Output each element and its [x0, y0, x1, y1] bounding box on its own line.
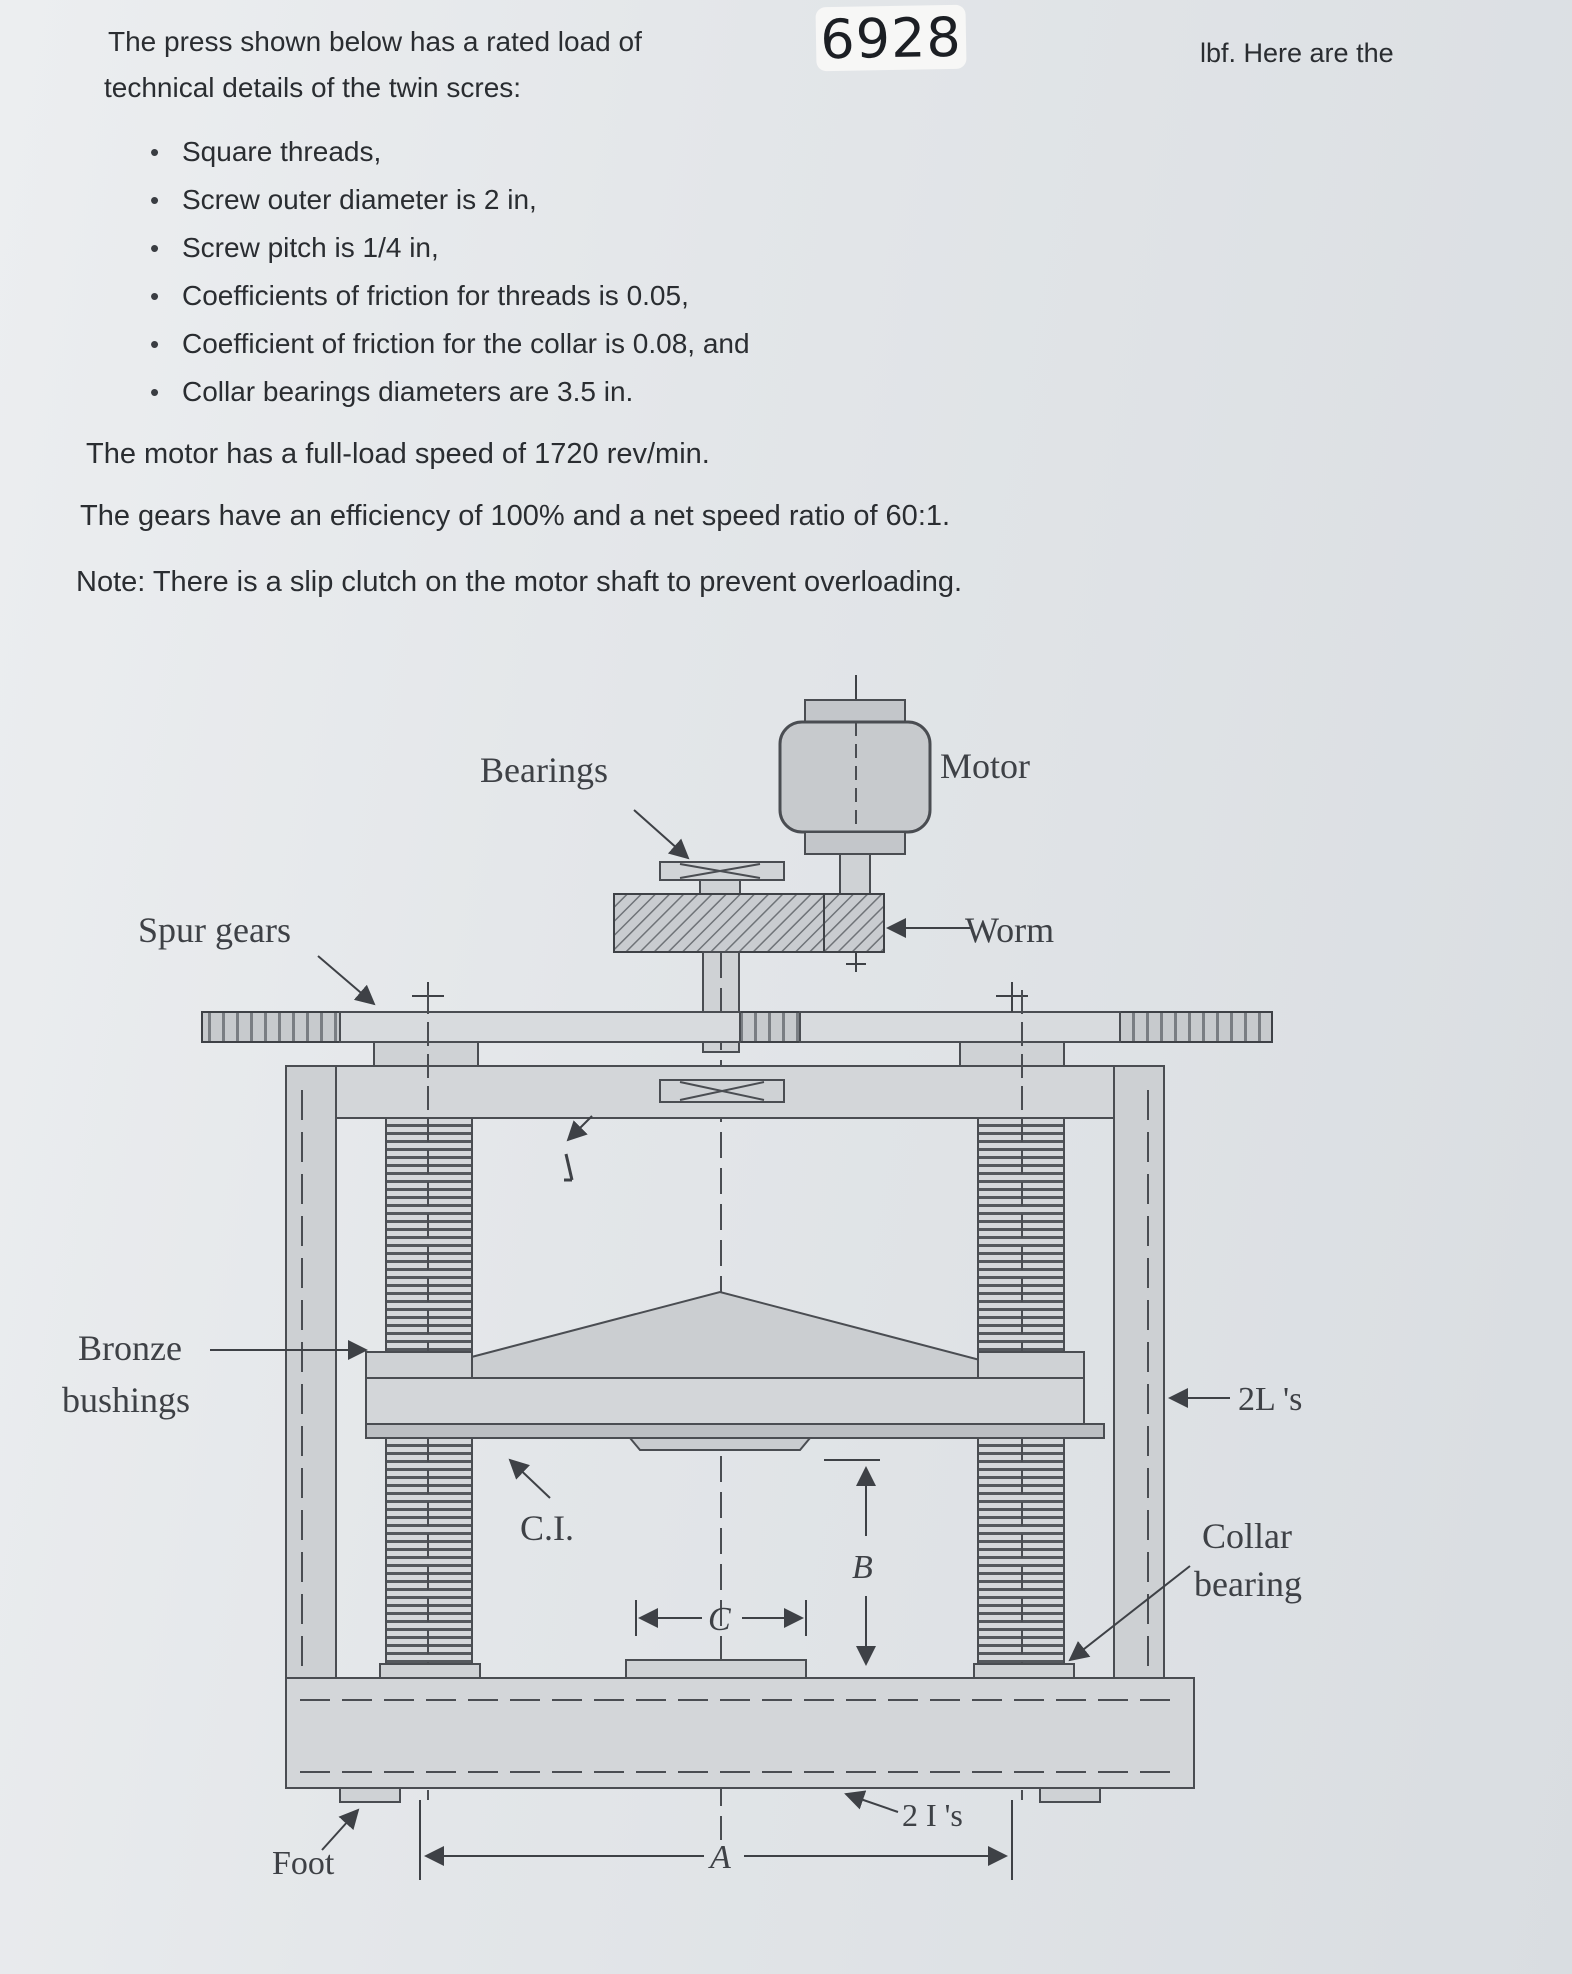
left-frame	[286, 1066, 336, 1760]
label-worm: Worm	[965, 910, 1055, 950]
label-foot: Foot	[272, 1845, 335, 1882]
ci-leader	[510, 1460, 550, 1498]
motor-speed-text: The motor has a full-load speed of 1720 rev/min.	[86, 438, 710, 470]
motor	[780, 675, 930, 910]
label-b: B	[852, 1549, 873, 1586]
spec-item: • Screw pitch is 1/4 in,	[150, 224, 750, 272]
press-diagram	[40, 660, 1360, 1900]
spec-item: • Collar bearings diameters are 3.5 in.	[150, 368, 750, 416]
label-bronze: Bronze	[78, 1328, 182, 1368]
gear-efficiency-text: The gears have an efficiency of 100% and a net speed ratio of 60:1.	[80, 500, 951, 532]
handwritten-load-value: 6928	[815, 5, 966, 72]
label-spur-gears: Spur gears	[138, 910, 291, 950]
label-ci: C.I.	[520, 1508, 574, 1548]
base	[286, 1660, 1194, 1802]
note-text: Note: There is a slip clutch on the motor shaft to prevent overloading.	[76, 566, 963, 598]
label-c: C	[708, 1601, 731, 1638]
label-bushings: bushings	[62, 1380, 191, 1420]
label-collar: Collar	[1202, 1516, 1292, 1556]
intro-line-1-end: lbf. Here are the	[1200, 38, 1394, 68]
spec-item: • Coefficient of friction for the collar is 0.08, and	[150, 320, 750, 368]
spur-gears-leader	[318, 956, 374, 1004]
spec-list	[150, 128, 750, 416]
label-two-is: 2 I 's	[902, 1797, 963, 1833]
label-bearing: bearing	[1194, 1564, 1302, 1604]
foot-leader	[322, 1810, 358, 1850]
two-is-leader	[846, 1794, 898, 1812]
ci-mark	[566, 1154, 572, 1180]
worm-gear	[614, 894, 884, 972]
intro-line-1: The press shown below has a rated load of	[108, 26, 642, 57]
intro-line-2: technical details of the twin scres:	[104, 72, 522, 103]
ci-leader-top	[568, 1116, 592, 1140]
top-crossbeam	[286, 1042, 1160, 1118]
bearings-leader	[634, 810, 688, 858]
upper-bearing	[660, 862, 784, 894]
spec-item: • Square threads,	[150, 128, 750, 176]
label-two-ls: 2L 's	[1238, 1381, 1303, 1418]
label-bearings: Bearings	[480, 750, 608, 790]
right-frame	[1114, 1066, 1164, 1760]
label-a: A	[710, 1839, 731, 1876]
label-motor: Motor	[940, 746, 1030, 786]
spec-item: • Screw outer diameter is 2 in,	[150, 176, 750, 224]
spec-item: • Coefficients of friction for threads is 0.05,	[150, 272, 750, 320]
